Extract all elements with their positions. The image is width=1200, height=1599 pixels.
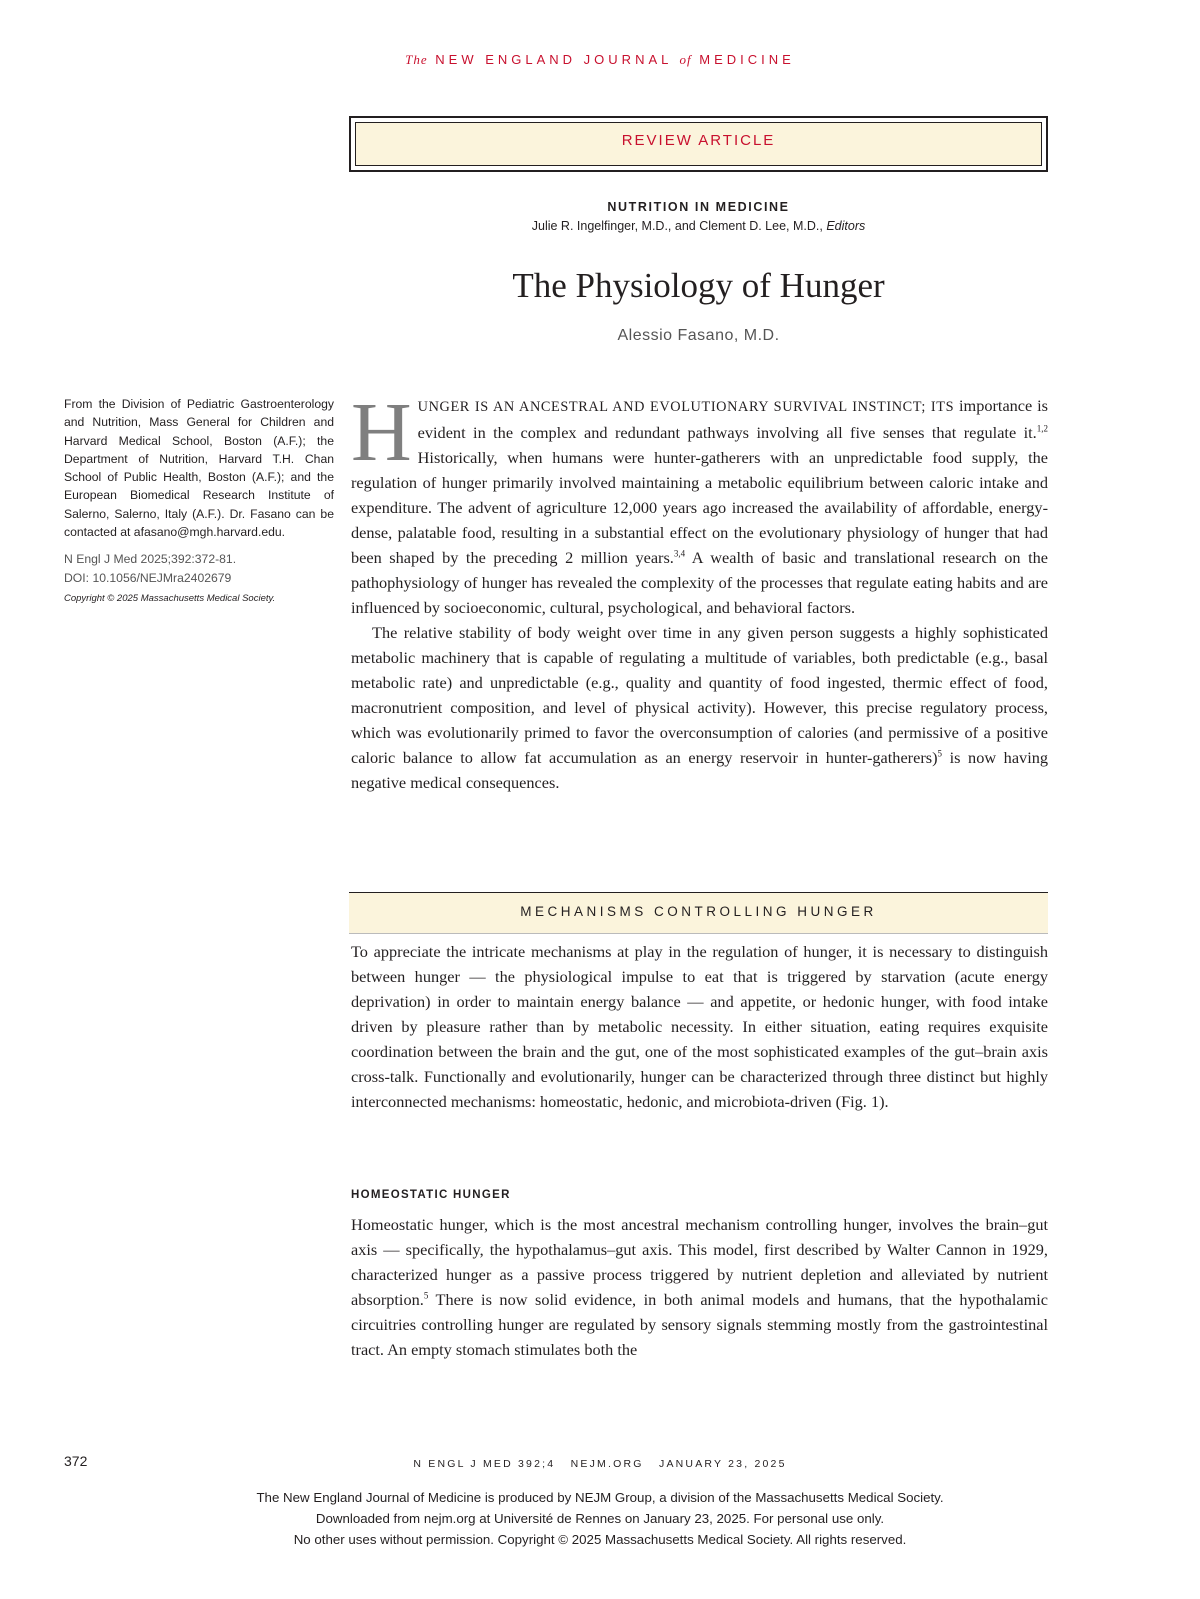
mechanisms-text [351, 939, 1048, 1114]
journal-masthead [0, 52, 1200, 68]
masthead-of: of [679, 52, 692, 67]
author-affiliation: From the Division of Pediatric Gastroenterology and Nutrition, Mass General for Children and Harvard Medical School, Boston (A.F.); the Department of Nutrition, Harvard T.H. Chan School of Public Health, Boston (A.F.); and the European Biomedical Research Institute of Salerno, Salerno, Italy (A.F.). Dr. Fasano can be contacted at afasano@mgh.harvard.edu. [64, 397, 334, 540]
homeostatic-text [351, 1212, 1048, 1362]
masthead-medicine: MEDICINE [699, 52, 795, 67]
page-number: 372 [64, 1453, 88, 1469]
reference-5b: 5 [423, 1290, 429, 1301]
reference-1-2: 1,2 [1036, 423, 1048, 434]
homeostatic-text-b: There is now solid evidence, in both animal models and humans, that the hypothalamic circuitries controlling hunger are regulated by sensory signals stemming mostly from the gastrointestinal tract. An empty stomach stimulates both the [351, 1290, 1048, 1359]
intro-text-2b: is now having negative medical consequences. [351, 748, 1048, 792]
article-title: The Physiology of Hunger [512, 266, 885, 305]
sidebar [64, 395, 334, 608]
article-type-label: REVIEW ARTICLE [355, 122, 1042, 166]
drop-cap: H [351, 386, 412, 479]
notice-line-2: Downloaded from nejm.org at Université de Rennes on January 23, 2025. For personal use only. [315, 1511, 885, 1526]
journal-citation: N Engl J Med 2025;392:372-81. [64, 552, 237, 567]
notice-line-1: The New England Journal of Medicine is produced by NEJM Group, a division of the Massachusetts Medical Society. [256, 1490, 944, 1505]
editors-role: Editors [826, 219, 866, 233]
intro-paragraph-2 [351, 620, 1048, 795]
intro-paragraph-1 [351, 386, 1049, 620]
homeostatic-paragraph [351, 1212, 1048, 1362]
subsection-heading: HOMEOSTATIC HUNGER [351, 1189, 511, 1201]
intro-text-2a: The relative stability of body weight over time in any given person suggests a highly sophisticated metabolic machinery that is capable of regulating a multitude of variables, both predictable (e.g., basal metabolic rate) and unpredictable (e.g., quality and quantity of food ingested, thermic effect of food, macronutrient composition, and level of physical activity). However, this precise regulatory process, which was evolutionarily primed to favor the overconsumption of calories (and permissive of a positive caloric balance to allow fat accumulation as an energy reservoir in hunter-gatherers) [351, 623, 1048, 767]
intro-text-1a: importance is evident in the complex and redundant pathways involving all five senses that regulate it. [417, 396, 1048, 442]
series-kicker: NUTRITION IN MEDICINE [607, 200, 790, 214]
lead-in: UNGER IS AN ANCESTRAL AND EVOLUTIONARY SURVIVAL INSTINCT; ITS [417, 399, 955, 415]
download-notice [0, 1487, 1200, 1550]
reference-5: 5 [937, 748, 942, 759]
homeostatic-text-a: Homeostatic hunger, which is the most ancestral mechanism controlling hunger, involves the brain–gut axis — specifically, the hypothalamus–gut axis. This model, first described by Walter Cannon in 1929, characterized hunger as a passive process triggered by nutrient depletion and alleviated by nutrient absorption. [351, 1215, 1048, 1309]
section-heading: MECHANISMS CONTROLLING HUNGER [349, 892, 1048, 934]
reference-3-4: 3,4 [673, 548, 686, 559]
masthead-the: The [405, 52, 428, 67]
intro-text-1b: Historically, when humans were hunter-gatherers with an unpredictable food supply, the regulation of hunger primarily involved maintaining a metabolic equilibrium between caloric intake and expenditure. The advent of agriculture 12,000 years ago increased the availability of affordable, energy-dense, palatable food, resulting in a substantial effect on the evolutionary physiology of hunger that had been shaped by the preceding 2 million years. [351, 448, 1048, 567]
article-author: Alessio Fasano, M.D. [617, 327, 780, 344]
intro-text [351, 386, 1049, 795]
series-editors [349, 219, 1048, 233]
intro-text-1c: A wealth of basic and translational research on the pathophysiology of hunger has revealed the complexity of the processes that regulate eating habits and are influenced by socioeconomic, cultural, psychological, and behavioral factors. [351, 548, 1049, 617]
notice-line-3: No other uses without permission. Copyright © 2025 Massachusetts Medical Society. All rights reserved. [293, 1532, 907, 1547]
editors-names: Julie R. Ingelfinger, M.D., and Clement D. Lee, M.D., [531, 219, 823, 233]
doi: DOI: 10.1056/NEJMra2402679 [64, 570, 232, 585]
masthead-journal: NEW ENGLAND JOURNAL [435, 52, 672, 67]
copyright-notice: Copyright © 2025 Massachusetts Medical Society. [64, 592, 276, 604]
article-type-box [349, 116, 1048, 172]
footer-citation: N ENGL J MED 392;4 NEJM.ORG JANUARY 23, 2025 [413, 1458, 787, 1470]
mechanisms-paragraph: To appreciate the intricate mechanisms at play in the regulation of hunger, it is necessary to distinguish between hunger — the physiological impulse to eat that is triggered by starvation (acute energy deprivation) in order to maintain energy balance — and appetite, or hedonic hunger, with food intake driven by pleasure rather than by metabolic necessity. In either situation, eating requires exquisite coordination between the brain and the gut, one of the most sophisticated examples of the gut–brain axis cross-talk. Functionally and evolutionarily, hunger can be characterized through three distinct but highly interconnected mechanisms: homeostatic, hedonic, and microbiota-driven (Fig. 1). [351, 942, 1048, 1111]
